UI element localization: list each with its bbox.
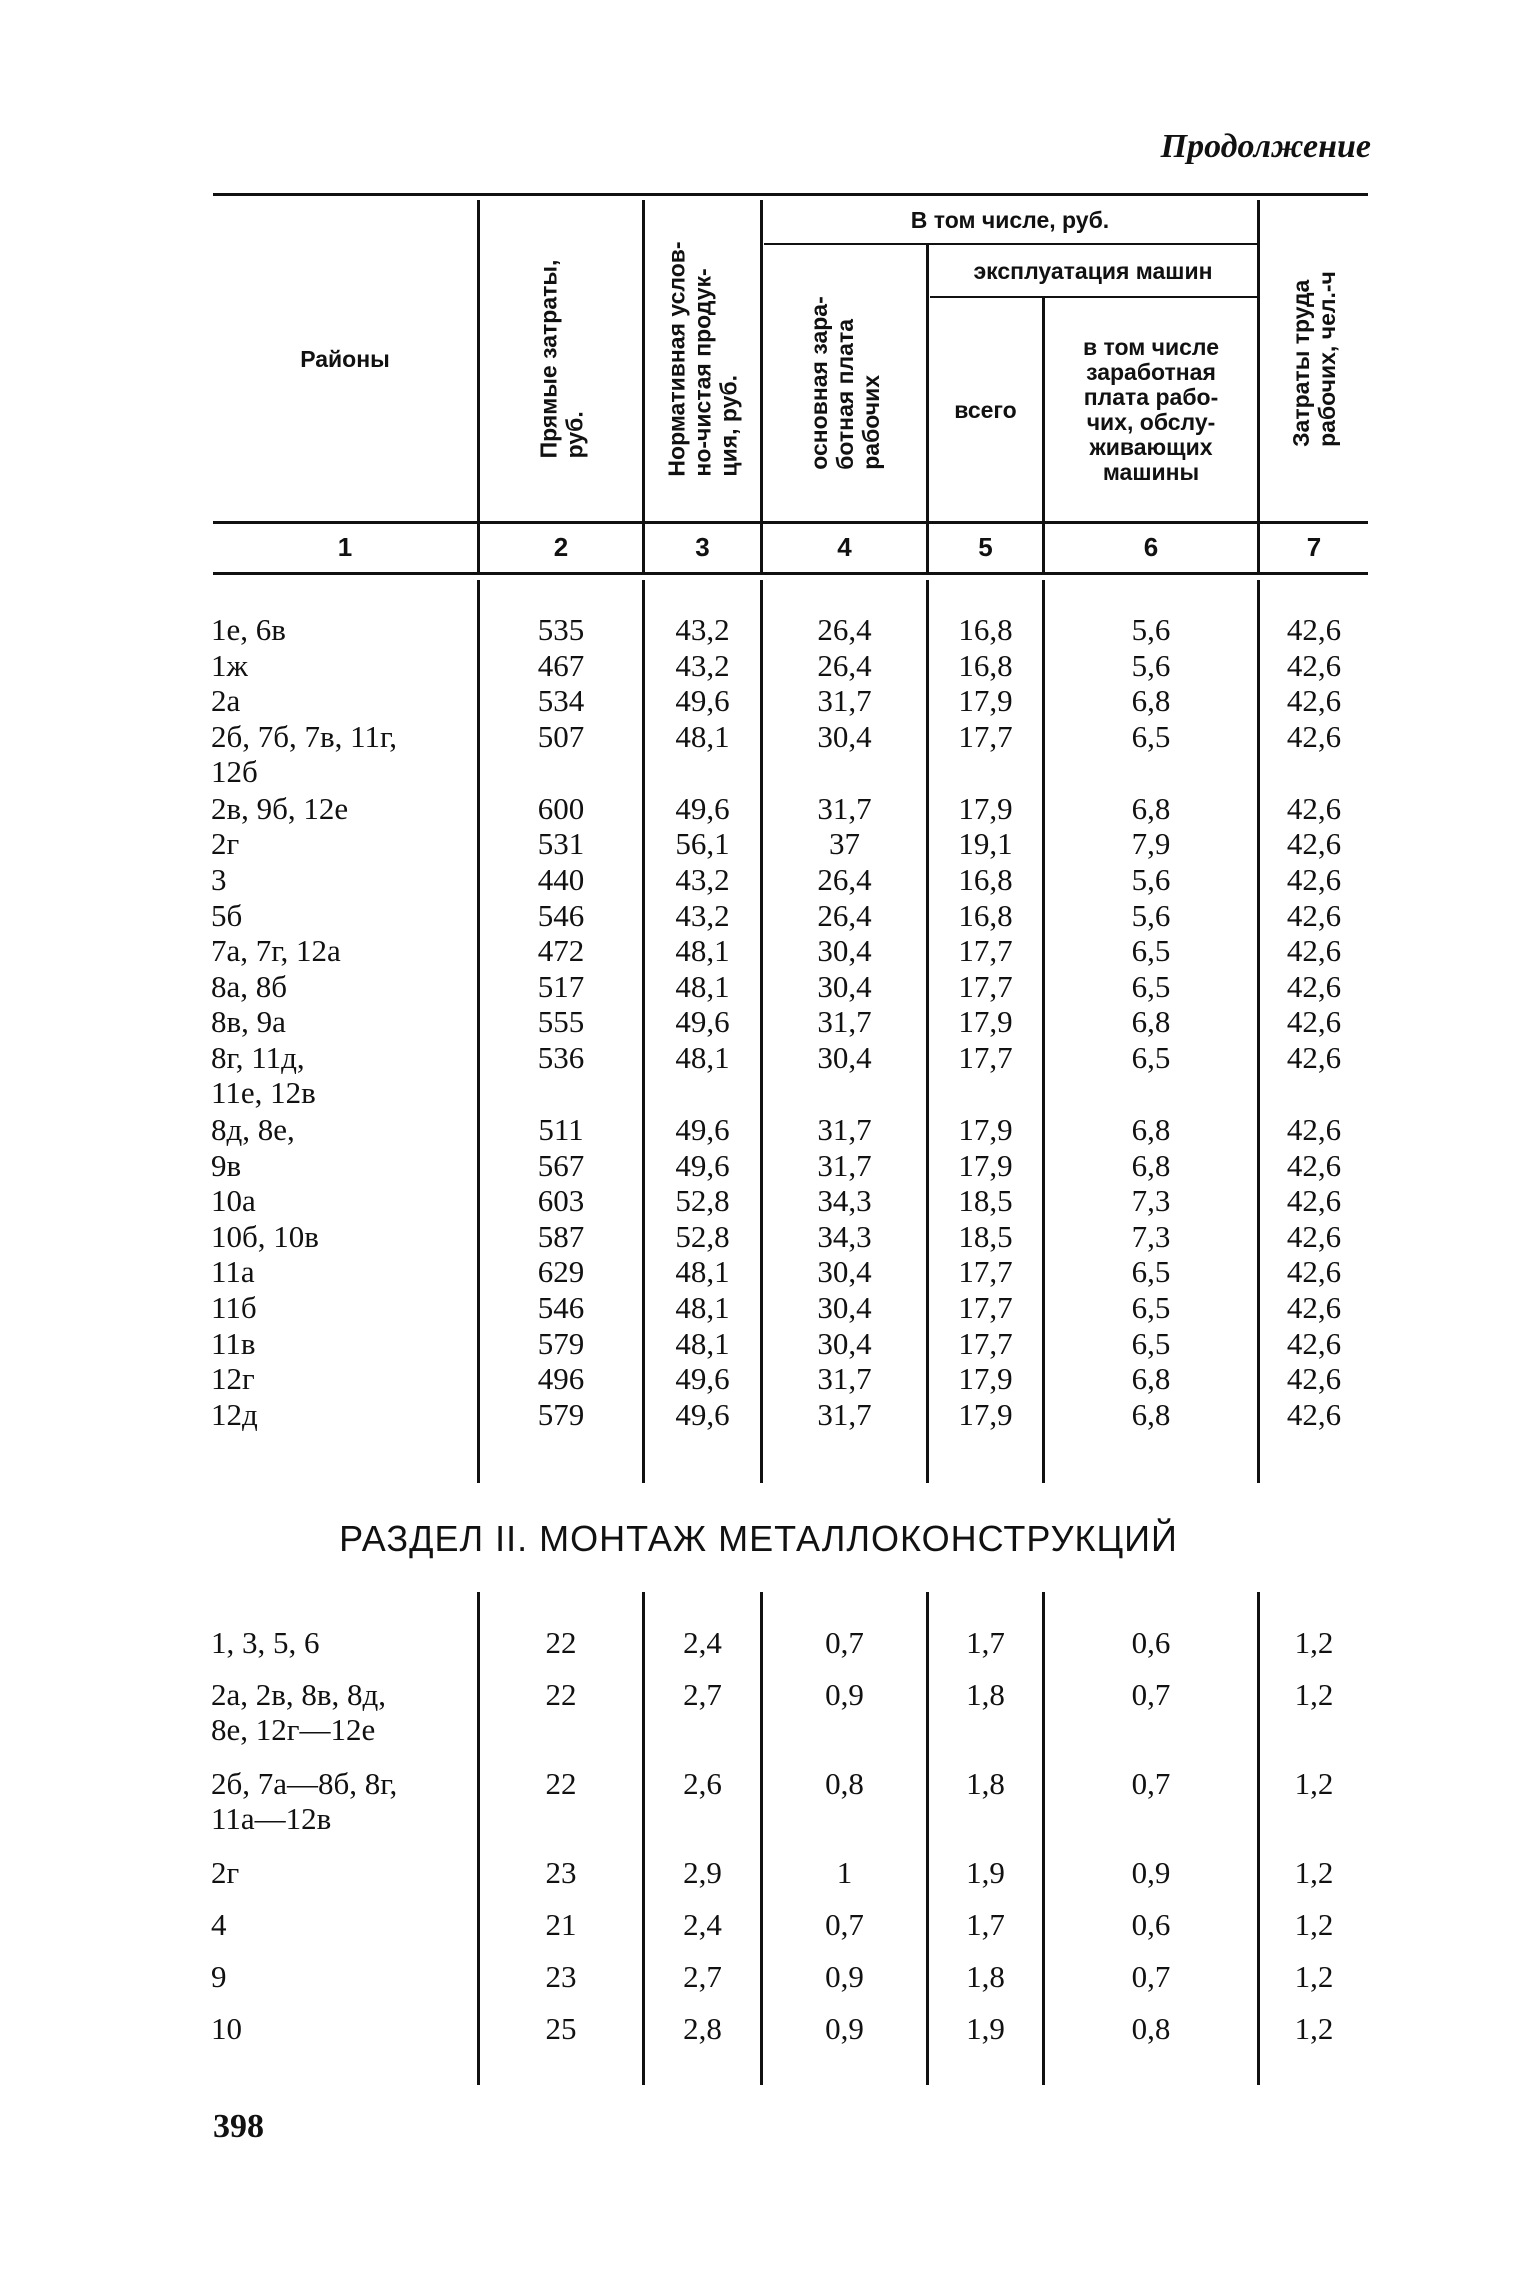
cell-c7: 42,6 (1286, 1218, 1342, 1254)
header-col-3: Нормативная услов- но-чистая продук- ция, руб. (663, 240, 742, 477)
cell-c6: 6,5 (1131, 1254, 1171, 1290)
header-col-5: всего (954, 396, 1017, 423)
cell-c5: 17,7 (958, 1254, 1013, 1290)
cell-c3: 48,1 (675, 968, 730, 1004)
cell-c7: 1,2 (1294, 1766, 1334, 1801)
row-label: 10а (211, 1183, 256, 1219)
cell-c4: 26,4 (817, 647, 872, 683)
cell-c3: 56,1 (675, 826, 730, 862)
section-2-title: РАЗДЕЛ II. МОНТАЖ МЕТАЛЛОКОНСТРУКЦИЙ (339, 1518, 1178, 1559)
header-bottom-rule (213, 521, 1368, 524)
row-label: 8д, 8е, (211, 1112, 295, 1147)
row-label: 12г (211, 1361, 255, 1397)
cell-c7: 42,6 (1286, 1004, 1342, 1040)
cell-c6: 7,3 (1131, 1218, 1171, 1254)
cell-c2: 546 (537, 897, 585, 933)
cell-c3: 48,1 (675, 933, 730, 969)
cell-c4: 31,7 (817, 1396, 872, 1432)
continuation-label: Продолжение (1160, 128, 1371, 165)
cell-c6: 6,8 (1131, 683, 1171, 719)
cell-c3: 2,8 (683, 2011, 722, 2046)
cell-c3: 52,8 (675, 1218, 730, 1254)
cell-c5: 1,9 (966, 2011, 1005, 2046)
header-col-4: основная зара- ботная плата рабочих (805, 296, 884, 470)
colnum-2: 2 (553, 532, 569, 562)
cell-c3: 49,6 (675, 1361, 730, 1397)
cell-c7: 1,2 (1294, 1625, 1334, 1660)
cell-c6: 0,6 (1131, 1907, 1171, 1942)
cell-c3: 43,2 (675, 862, 730, 897)
header-group: В том числе, руб. (910, 206, 1110, 233)
cell-c7: 42,6 (1286, 612, 1342, 647)
row-label: 2в, 9б, 12е (211, 790, 349, 826)
row-label: 12д (211, 1396, 258, 1432)
cell-c6: 5,6 (1131, 862, 1171, 897)
cell-c4: 31,7 (817, 1147, 872, 1183)
cell-c3: 49,6 (675, 1396, 730, 1432)
cell-c5: 17,9 (958, 1112, 1013, 1147)
colnum-7: 7 (1306, 532, 1322, 562)
cell-c5: 17,9 (958, 790, 1013, 826)
cell-c3: 48,1 (675, 718, 730, 754)
row-label: 10б, 10в (211, 1218, 319, 1254)
cell-c5: 16,8 (958, 897, 1013, 933)
cell-c4: 26,4 (817, 897, 872, 933)
cell-c7: 42,6 (1286, 1254, 1342, 1290)
cell-c7: 42,6 (1286, 683, 1342, 719)
cell-c5: 1,8 (966, 1766, 1005, 1801)
header-machines: эксплуатация машин (973, 257, 1213, 284)
cell-c6: 6,5 (1131, 968, 1171, 1004)
cell-c6: 0,8 (1131, 2011, 1171, 2046)
cell-c6: 6,5 (1131, 1325, 1171, 1361)
cell-c2: 517 (537, 968, 585, 1004)
header-col-6: в том числе заработная плата рабо- чих, обслу- живающих машины (1082, 333, 1220, 485)
cell-c5: 17,7 (958, 968, 1013, 1004)
cell-c4: 31,7 (817, 683, 872, 719)
cell-c2: 600 (537, 790, 585, 826)
cell-c2: 22 (545, 1766, 577, 1801)
cell-c4: 31,7 (817, 1004, 872, 1040)
cell-c5: 1,8 (966, 1959, 1005, 1994)
cell-c2: 546 (537, 1290, 585, 1325)
cell-c5: 17,9 (958, 1147, 1013, 1183)
cell-c5: 17,9 (958, 1004, 1013, 1040)
cell-c7: 42,6 (1286, 1325, 1342, 1361)
cell-c2: 440 (537, 862, 585, 897)
cell-c3: 2,7 (683, 1959, 722, 1994)
cell-c2: 603 (537, 1183, 585, 1219)
cell-c2: 22 (545, 1625, 577, 1660)
cell-c4: 1 (836, 1855, 853, 1890)
cell-c4: 0,9 (825, 1677, 864, 1712)
cell-c3: 49,6 (675, 790, 730, 826)
cell-c4: 26,4 (817, 612, 872, 647)
cell-c5: 17,7 (958, 933, 1013, 969)
row-label: 11а (211, 1254, 255, 1290)
header-col-2-box (480, 196, 642, 521)
cell-c2: 555 (537, 1004, 585, 1040)
cell-c2: 587 (537, 1218, 585, 1254)
cell-c5: 17,7 (958, 718, 1013, 754)
cell-c2: 23 (545, 1959, 577, 1994)
cell-c4: 26,4 (817, 862, 872, 897)
cell-c3: 48,1 (675, 1325, 730, 1361)
colnum-4: 4 (837, 532, 852, 562)
cell-c4: 0,8 (825, 1766, 864, 1801)
cell-c3: 48,1 (675, 1040, 730, 1075)
row-label: 10 (211, 2011, 242, 2046)
cell-c3: 43,2 (675, 897, 730, 933)
cell-c5: 19,1 (958, 826, 1013, 862)
cell-c4: 34,3 (817, 1183, 872, 1219)
row-label: 11в (211, 1325, 256, 1361)
cell-c6: 7,9 (1131, 826, 1171, 862)
cell-c7: 1,2 (1294, 1855, 1334, 1890)
cell-c3: 52,8 (675, 1183, 730, 1219)
cell-c6: 5,6 (1131, 612, 1171, 647)
cell-c5: 16,8 (958, 862, 1013, 897)
cell-c3: 49,6 (675, 1112, 730, 1147)
cell-c6: 0,6 (1131, 1625, 1171, 1660)
cell-c2: 629 (537, 1254, 585, 1290)
cell-c4: 30,4 (817, 1290, 872, 1325)
cell-c4: 37 (829, 826, 860, 862)
cell-c6: 0,9 (1131, 1855, 1171, 1890)
cell-c5: 17,7 (958, 1325, 1013, 1361)
cell-c5: 18,5 (958, 1218, 1013, 1254)
cell-c7: 1,2 (1294, 1907, 1334, 1942)
cell-c3: 49,6 (675, 1004, 730, 1040)
colnum-bottom-rule (213, 572, 1368, 575)
cell-c4: 0,7 (825, 1625, 864, 1660)
cell-c2: 579 (537, 1325, 585, 1361)
cell-c6: 0,7 (1131, 1766, 1171, 1801)
cell-c7: 42,6 (1286, 718, 1342, 754)
cell-c2: 511 (538, 1112, 584, 1147)
header-col-7-box (1260, 196, 1368, 521)
cell-c2: 25 (545, 2011, 577, 2046)
header-col-2: Прямые затраты, руб. (535, 259, 588, 458)
colnum-6: 6 (1143, 532, 1159, 562)
cell-c6: 0,7 (1131, 1959, 1171, 1994)
cell-c3: 48,1 (675, 1290, 730, 1325)
header-col-3-box (645, 196, 760, 521)
cell-c7: 1,2 (1294, 1959, 1334, 1994)
cell-c5: 1,7 (966, 1625, 1005, 1660)
colnum-3: 3 (695, 532, 710, 562)
cell-c3: 48,1 (675, 1254, 730, 1290)
cell-c4: 30,4 (817, 718, 872, 754)
cell-c5: 17,9 (958, 1396, 1013, 1432)
cell-c7: 42,6 (1286, 790, 1342, 826)
header-col-4-box (763, 245, 926, 521)
row-label: 2а (211, 683, 241, 719)
cell-c6: 6,8 (1131, 1112, 1171, 1147)
cell-c6: 6,8 (1131, 1361, 1171, 1397)
cell-c3: 2,4 (683, 1625, 722, 1660)
cell-c6: 6,5 (1131, 1290, 1171, 1325)
cell-c6: 5,6 (1131, 897, 1171, 933)
cell-c5: 16,8 (958, 647, 1013, 683)
cell-c2: 507 (537, 718, 585, 754)
cell-c6: 6,5 (1131, 718, 1171, 754)
cell-c7: 42,6 (1286, 1290, 1342, 1325)
cell-c4: 30,4 (817, 933, 872, 969)
cell-c7: 42,6 (1286, 968, 1342, 1004)
cell-c6: 6,8 (1131, 1004, 1171, 1040)
cell-c3: 43,2 (675, 612, 730, 647)
row-label: 11б (211, 1290, 257, 1325)
cell-c6: 6,5 (1131, 1040, 1171, 1075)
cell-c5: 1,8 (966, 1677, 1005, 1712)
cell-c2: 567 (537, 1147, 585, 1183)
page-number: 398 (213, 2108, 264, 2145)
cell-c3: 2,4 (683, 1907, 722, 1942)
cell-c7: 42,6 (1286, 1396, 1342, 1432)
cell-c2: 531 (537, 826, 585, 862)
cell-c7: 42,6 (1286, 1361, 1342, 1397)
row-label: 2г (211, 1855, 240, 1890)
cell-c4: 30,4 (817, 968, 872, 1004)
row-label: 1ж (211, 647, 248, 683)
header-col-1: Районы (300, 345, 390, 372)
cell-c5: 17,9 (958, 1361, 1013, 1397)
cell-c4: 30,4 (817, 1254, 872, 1290)
row-label: 1, 3, 5, 6 (211, 1625, 320, 1660)
cell-c2: 535 (537, 612, 585, 647)
cell-c7: 42,6 (1286, 1112, 1342, 1147)
cell-c3: 2,7 (683, 1677, 722, 1712)
cell-c6: 0,7 (1131, 1677, 1171, 1712)
row-label: 7а, 7г, 12а (211, 933, 341, 969)
cell-c5: 17,7 (958, 1040, 1013, 1075)
cell-c7: 42,6 (1286, 862, 1342, 897)
cell-c6: 6,8 (1131, 790, 1171, 826)
cell-c5: 1,9 (966, 1855, 1005, 1890)
cell-c3: 2,6 (683, 1766, 722, 1801)
row-label: 2б, 7б, 7в, 11г, 12б (211, 718, 397, 789)
cell-c2: 472 (537, 933, 585, 969)
cell-c3: 2,9 (683, 1855, 722, 1890)
cell-c4: 31,7 (817, 1112, 872, 1147)
cell-c2: 23 (545, 1855, 577, 1890)
cell-c7: 42,6 (1286, 897, 1342, 933)
cell-c6: 6,5 (1131, 933, 1171, 969)
cell-c6: 6,8 (1131, 1147, 1171, 1183)
row-label: 3 (211, 862, 227, 897)
cell-c7: 42,6 (1286, 1183, 1342, 1219)
cell-c2: 536 (537, 1040, 585, 1075)
cell-c4: 0,9 (825, 1959, 864, 1994)
cell-c2: 21 (545, 1907, 577, 1942)
cell-c7: 1,2 (1294, 1677, 1334, 1712)
colnum-1: 1 (337, 532, 353, 562)
cell-c5: 1,7 (966, 1907, 1005, 1942)
cell-c2: 496 (537, 1361, 585, 1397)
row-label: 5б (211, 897, 243, 933)
cell-c5: 17,9 (958, 683, 1013, 719)
cell-c5: 18,5 (958, 1183, 1013, 1219)
cell-c3: 43,2 (675, 647, 730, 683)
row-label: 2а, 2в, 8в, 8д, 8е, 12г—12е (211, 1677, 387, 1747)
cell-c2: 22 (545, 1677, 577, 1712)
row-label: 9в (211, 1147, 242, 1183)
cell-c4: 34,3 (817, 1218, 872, 1254)
row-label: 8г, 11д, 11е, 12в (211, 1040, 316, 1110)
colnum-5: 5 (978, 532, 993, 562)
cell-c4: 30,4 (817, 1325, 872, 1361)
cell-c7: 42,6 (1286, 933, 1342, 969)
cell-c2: 534 (537, 683, 585, 719)
cell-c2: 467 (537, 647, 585, 683)
cell-c4: 0,9 (825, 2011, 864, 2046)
cell-c4: 31,7 (817, 1361, 872, 1397)
cell-c5: 16,8 (958, 612, 1013, 647)
cell-c2: 579 (537, 1396, 585, 1432)
cell-c3: 49,6 (675, 1147, 730, 1183)
cell-c7: 42,6 (1286, 1040, 1342, 1075)
cell-c6: 7,3 (1131, 1183, 1171, 1219)
row-label: 9 (211, 1959, 227, 1994)
row-label: 2г (211, 826, 240, 862)
row-label: 1е, 6в (211, 612, 286, 647)
row-label: 8в, 9а (211, 1004, 286, 1040)
cell-c4: 30,4 (817, 1040, 872, 1075)
cell-c6: 5,6 (1131, 647, 1171, 683)
cell-c7: 42,6 (1286, 1147, 1342, 1183)
cell-c3: 49,6 (675, 683, 730, 719)
row-label: 4 (211, 1907, 227, 1942)
row-label: 8а, 8б (211, 968, 288, 1004)
cell-c7: 1,2 (1294, 2011, 1334, 2046)
cell-c4: 31,7 (817, 790, 872, 826)
header-col-7: Затраты труда рабочих, чел.-ч (1288, 270, 1340, 447)
cell-c7: 42,6 (1286, 647, 1342, 683)
cell-c4: 0,7 (825, 1907, 864, 1942)
row-label: 2б, 7а—8б, 8г, 11а—12в (211, 1766, 398, 1836)
cell-c6: 6,8 (1131, 1396, 1171, 1432)
cell-c5: 17,7 (958, 1290, 1013, 1325)
cell-c7: 42,6 (1286, 826, 1342, 862)
